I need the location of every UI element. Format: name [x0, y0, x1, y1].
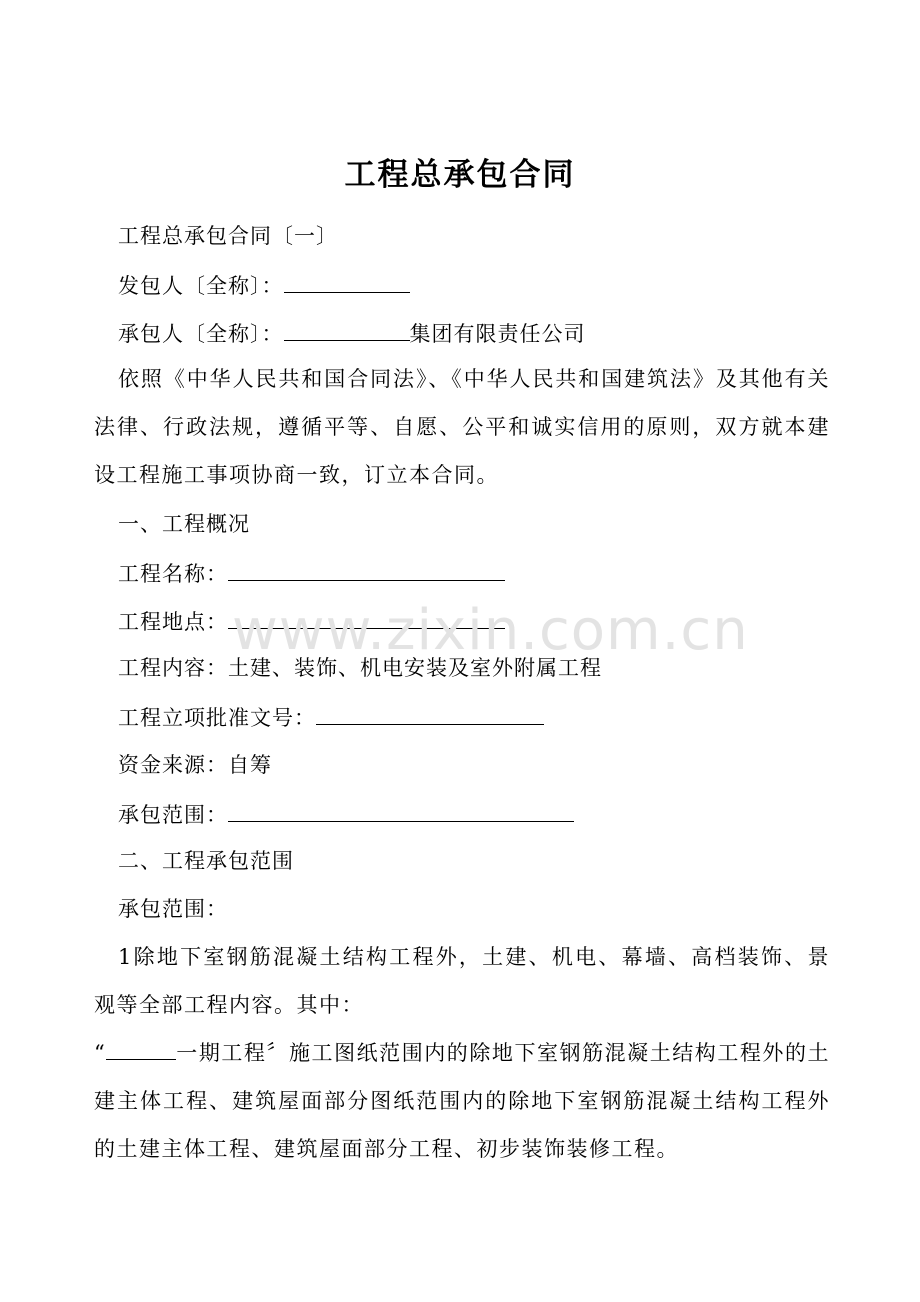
section1-heading: 一、工程概况: [118, 512, 250, 536]
preamble-paragraph: 依照《中华人民共和国合同法》、《中华人民共和国建筑法》及其他有关法律、行政法规，遵循平等、自愿、公平和诚实信用的原则，双方就本建设工程施工事项协商一致，订立本合同。: [94, 367, 830, 487]
approval-number-blank: [316, 706, 544, 725]
funding-source: 资金来源：自筹: [118, 753, 272, 777]
scope-item-1: 1除地下室钢筋混凝土结构工程外，土建、机电、幕墙、高档装饰、景观等全部工程内容。其中：: [94, 945, 830, 1017]
contractor-label: 承包人〔全称〕：: [118, 322, 284, 346]
approval-number-label: 工程立项批准文号：: [118, 706, 316, 730]
scope-label-2: 承包范围：: [118, 897, 228, 921]
project-content: 工程内容：土建、装饰、机电安装及室外附属工程: [118, 656, 602, 680]
scope-label-1: 承包范围：: [118, 803, 228, 827]
employer-line: [118, 274, 410, 297]
contractor-blank: [284, 322, 410, 341]
employer-blank: [284, 274, 410, 293]
section2-heading: 二、工程承包范围: [118, 849, 294, 873]
project-location-label: 工程地点：: [118, 610, 228, 634]
project-location-line: [118, 610, 505, 633]
watermark: www.zixin.com.cn: [232, 598, 749, 663]
project-name-label: 工程名称：: [118, 562, 228, 586]
scope-blank: [228, 803, 574, 822]
contractor-line: [118, 322, 586, 345]
project-name-blank: [228, 562, 505, 581]
document-title: 工程总承包合同: [344, 157, 576, 193]
scope-line-1: [118, 803, 574, 826]
phase-blank: [106, 1041, 176, 1060]
approval-number-line: [118, 706, 544, 729]
scope-detail-text: 一期工程〞施工图纸范围内的除地下室钢筋混凝土结构工程外的土建主体工程、建筑屋面部分图纸范围内的除地下室钢筋混凝土结构工程外的土建主体工程、建筑屋面部分工程、初步装饰装修工程。: [94, 1041, 830, 1161]
scope-item-1-detail: [94, 1029, 830, 1173]
project-name-line: [118, 562, 505, 585]
contract-subtitle: 工程总承包合同〔一〕: [118, 224, 338, 248]
contractor-suffix: 集团有限责任公司: [409, 322, 586, 346]
project-location-blank: [228, 610, 505, 629]
employer-label: 发包人〔全称〕：: [118, 274, 284, 298]
quote-open: “: [94, 1041, 107, 1065]
